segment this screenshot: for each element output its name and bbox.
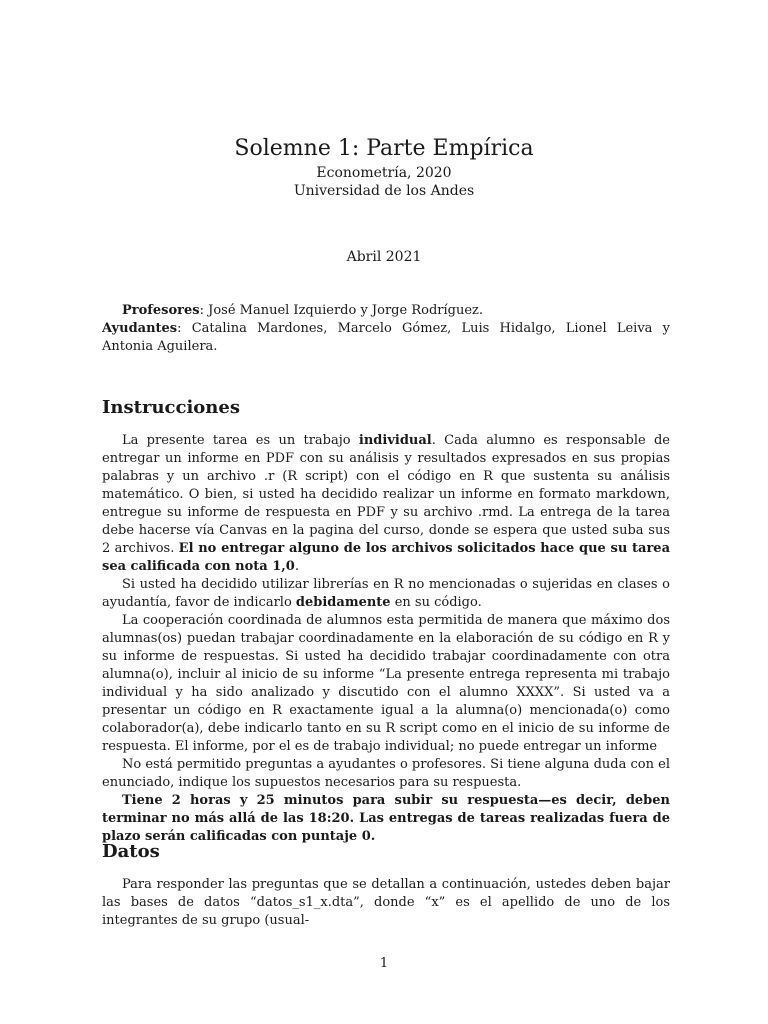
profesores-names: : José Manuel Izquierdo y Jorge Rodríguez. — [199, 303, 484, 318]
datos-heading: Datos — [102, 841, 160, 862]
text-run: . Cada alumno es responsable de entregar un informe en PDF con su análisis y resultados expresados en sus propias palabras y un archivo .r (R script) con el código en R que sustenta su análisis matemático. O bien, si usted ha decidido realizar un informe en formato markdown, entregue su informe de respuesta en PDF y su archivo .rmd. La entrega de la tarea debe hacerse vía Canvas en la pagina del curso, donde se espera que usted suba sus 2 archivos. — [102, 433, 670, 556]
university-subtitle: Universidad de los Andes — [293, 183, 475, 199]
text-run: Si usted ha decidido utilizar librerías en R no mencionadas o sujeridas en clases o ayudantía, favor de indicarlo — [102, 577, 670, 610]
instrucciones-paragraph-4: No está permitido preguntas a ayudantes o profesores. Si tiene alguna duda con el enunciado, indique los supuestos necesarios para su respuesta. — [102, 757, 670, 790]
datos-body — [102, 876, 670, 930]
emphasis-penalty: El no entregar alguno de los archivos solicitados hace que su tarea sea calificada con nota 1,0 — [102, 541, 670, 574]
ayudantes-line — [102, 320, 670, 356]
credits-block — [102, 302, 670, 356]
document-date: Abril 2021 — [346, 249, 422, 265]
emphasis-deadline: Tiene 2 horas y 25 minutos para subir su respuesta—es decir, deben terminar no más allá de las 18:20. Las entregas de tareas realizadas fuera de plazo serán calificadas con puntaje 0. — [102, 793, 670, 844]
instrucciones-paragraph-5 — [102, 792, 670, 846]
text-run: La presente tarea es un trabajo — [122, 433, 359, 448]
instrucciones-body — [102, 432, 670, 846]
ayudantes-names: : Catalina Mardones, Marcelo Gómez, Luis Hidalgo, Lionel Leiva y Antonia Aguilera. — [102, 321, 670, 354]
instrucciones-paragraph-2 — [102, 576, 670, 612]
instrucciones-paragraph-3: La cooperación coordinada de alumnos esta permitida de manera que máximo dos alumnas(os) puedan trabajar coordinadamente en la elaboración de su código en R y su informe de respuestas. Si usted ha decidido trabajar coordinadamente con otra alumna(o), incluir al inicio de su informe “La presente entrega representa mi trabajo individual y ha sido analizado y discutido con el alumno XXXX”. Si usted va a presentar un código en R exactamente igual a la alumna(o) mencionada(o) como colaborador(a), debe indicarlo tanto en su R script como en el inicio de su informe de respuesta. El informe, por el es de trabajo individual; no puede entregar un informe — [102, 613, 670, 754]
instrucciones-heading: Instrucciones — [102, 397, 240, 418]
profesores-label: Profesores — [122, 303, 200, 318]
instrucciones-paragraph-1 — [102, 432, 670, 576]
emphasis-individual: individual — [358, 433, 432, 448]
document-title: Solemne 1: Parte Empírica — [234, 136, 534, 161]
text-run: . — [294, 559, 299, 574]
page-number: 1 — [379, 956, 389, 971]
profesores-line — [102, 302, 670, 320]
title-block — [0, 134, 768, 200]
datos-paragraph-1: Para responder las preguntas que se detallan a continuación, ustedes deben bajar las bases de datos “datos_s1_x.dta”, donde “x” es el apellido de uno de los integrantes de su grupo (usual- — [102, 877, 670, 928]
ayudantes-label: Ayudantes — [102, 321, 178, 336]
emphasis-debidamente: debidamente — [295, 595, 391, 610]
course-subtitle: Econometría, 2020 — [316, 165, 452, 181]
text-run: en su código. — [390, 595, 482, 610]
